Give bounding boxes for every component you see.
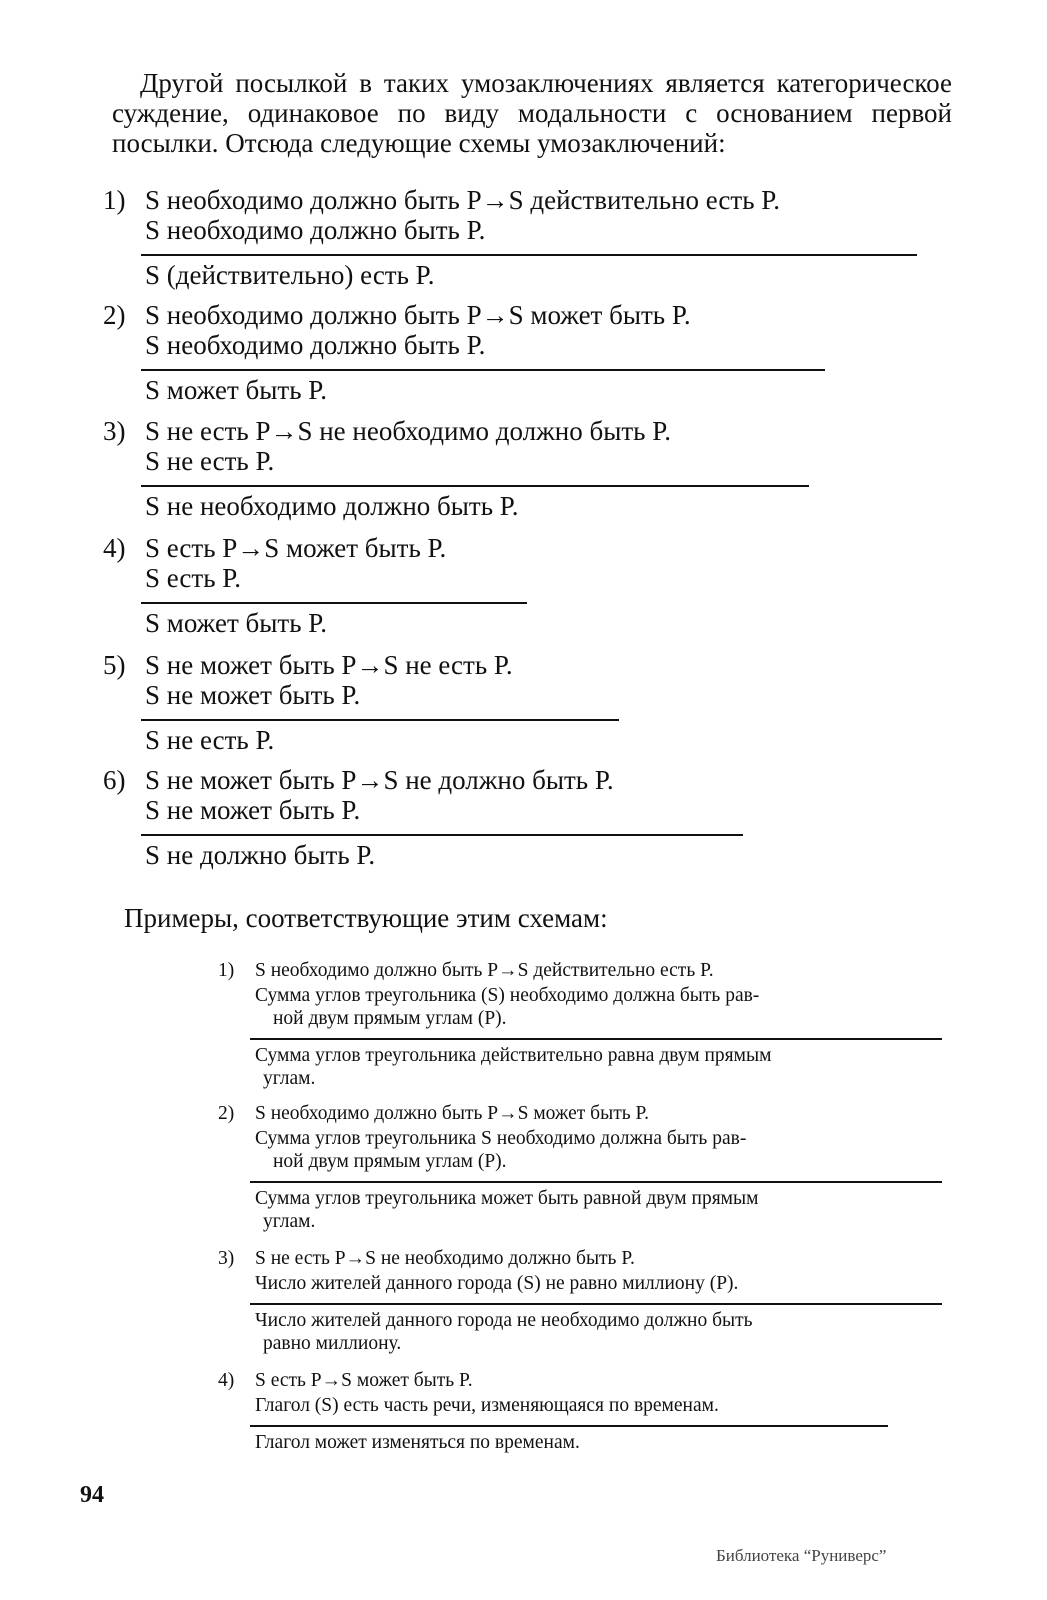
example-scheme: S не есть P→S не необходимо должно быть P. bbox=[255, 1248, 635, 1269]
scheme-rule bbox=[141, 485, 809, 487]
example-conclusion: углам. bbox=[263, 1211, 316, 1232]
example-number: 1) bbox=[218, 960, 235, 981]
example-conclusion: Сумма углов треугольника может быть равной двум прямым bbox=[255, 1188, 759, 1209]
scheme-number: 2) bbox=[103, 300, 126, 330]
scheme-rule bbox=[141, 719, 619, 721]
scheme-number: 3) bbox=[103, 416, 126, 446]
example-premise: Сумма углов треугольника S необходимо должна быть рав- bbox=[255, 1128, 747, 1149]
scheme-conclusion: S не есть P. bbox=[145, 725, 275, 755]
example-conclusion: Сумма углов треугольника действительно равна двум прямым bbox=[255, 1045, 772, 1066]
scheme-premise-major: S не может быть P→S не должно быть P. bbox=[145, 765, 614, 795]
scheme-rule bbox=[141, 602, 527, 604]
example-rule bbox=[250, 1303, 942, 1305]
example-number: 4) bbox=[218, 1370, 235, 1391]
scheme-conclusion: S может быть P. bbox=[145, 608, 328, 638]
scheme-rule bbox=[141, 369, 825, 371]
scheme-premise-minor: S необходимо должно быть P. bbox=[145, 215, 486, 245]
examples-heading: Примеры, соответствующие этим схемам: bbox=[124, 903, 608, 933]
scheme-conclusion: S не должно быть P. bbox=[145, 840, 376, 870]
example-conclusion: Число жителей данного города не необходимо должно быть bbox=[255, 1310, 753, 1331]
example-rule bbox=[250, 1038, 942, 1040]
scheme-premise-minor: S есть P. bbox=[145, 563, 242, 593]
scheme-number: 4) bbox=[103, 533, 126, 563]
intro-text: Другой посылкой в таких умозаключениях является категорическое суждение, одинаковое по виду модальности с основанием первой посылки. Отсюда следующие схемы умозаключений: bbox=[112, 68, 952, 158]
scheme-number: 5) bbox=[103, 650, 126, 680]
scheme-premise-minor: S не может быть P. bbox=[145, 680, 361, 710]
scheme-number: 6) bbox=[103, 765, 126, 795]
scheme-rule bbox=[141, 834, 743, 836]
scheme-rule bbox=[141, 254, 917, 256]
scheme-premise-major: S необходимо должно быть P→S может быть P. bbox=[145, 300, 691, 330]
example-scheme: S необходимо должно быть P→S может быть P. bbox=[255, 1103, 650, 1124]
scheme-conclusion: S не необходимо должно быть P. bbox=[145, 491, 519, 521]
example-conclusion: Глагол может изменяться по временам. bbox=[255, 1432, 580, 1453]
example-scheme: S есть P→S может быть P. bbox=[255, 1370, 473, 1391]
scheme-premise-major: S необходимо должно быть P→S действительно есть P. bbox=[145, 185, 781, 215]
scheme-premise-minor: S не может быть P. bbox=[145, 795, 361, 825]
example-premise: ной двум прямым углам (P). bbox=[273, 1151, 507, 1172]
scheme-conclusion: S (действительно) есть P. bbox=[145, 260, 435, 290]
example-premise: ной двум прямым углам (P). bbox=[273, 1008, 507, 1029]
example-premise: Сумма углов треугольника (S) необходимо должна быть рав- bbox=[255, 985, 760, 1006]
example-premise: Глагол (S) есть часть речи, изменяющаяся по временам. bbox=[255, 1395, 719, 1416]
example-rule bbox=[250, 1425, 888, 1427]
example-number: 2) bbox=[218, 1103, 235, 1124]
example-conclusion: равно миллиону. bbox=[263, 1333, 402, 1354]
intro-paragraph bbox=[112, 68, 952, 158]
scheme-number: 1) bbox=[103, 185, 126, 215]
footer-library: Библиотека “Руниверс” bbox=[716, 1546, 887, 1565]
page-number: 94 bbox=[80, 1482, 104, 1508]
example-conclusion: углам. bbox=[263, 1068, 316, 1089]
example-rule bbox=[250, 1181, 942, 1183]
scheme-premise-major: S не есть P→S не необходимо должно быть P. bbox=[145, 416, 671, 446]
scheme-premise-minor: S не есть P. bbox=[145, 446, 275, 476]
example-number: 3) bbox=[218, 1248, 235, 1269]
scheme-premise-minor: S необходимо должно быть P. bbox=[145, 330, 486, 360]
scheme-premise-major: S не может быть P→S не есть P. bbox=[145, 650, 513, 680]
example-scheme: S необходимо должно быть P→S действительно есть P. bbox=[255, 960, 714, 981]
scheme-conclusion: S может быть P. bbox=[145, 375, 328, 405]
scheme-premise-major: S есть P→S может быть P. bbox=[145, 533, 447, 563]
example-premise: Число жителей данного города (S) не равно миллиону (P). bbox=[255, 1273, 739, 1294]
